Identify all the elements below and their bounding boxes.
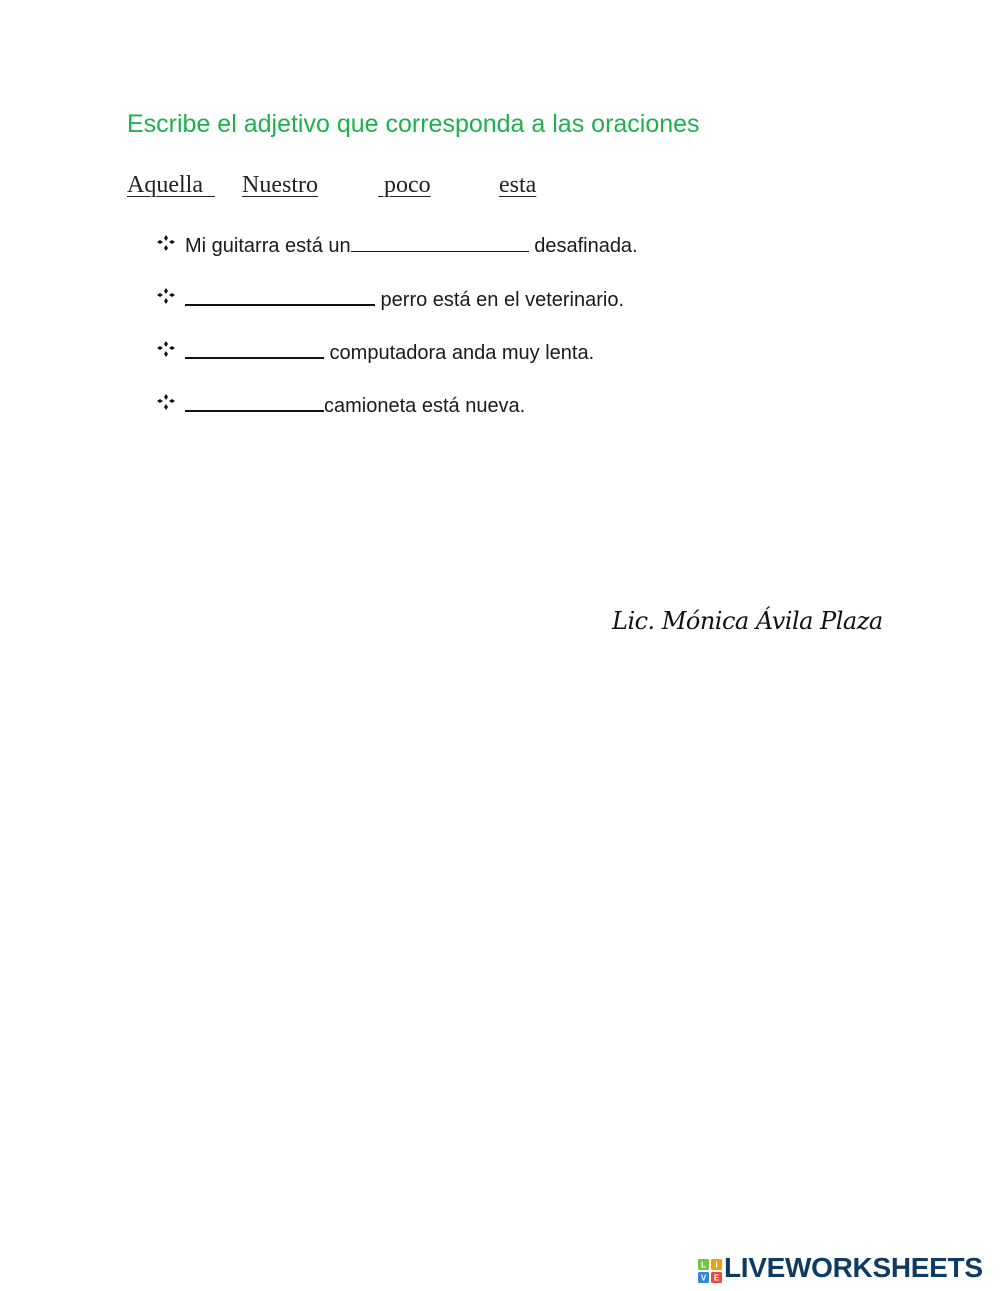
sentence-after: computadora anda muy lenta.	[324, 342, 595, 364]
sentence-text	[185, 335, 594, 367]
sentence-after: perro está en el veterinario.	[375, 289, 625, 311]
answer-blank[interactable]	[185, 335, 324, 359]
logo-mark-letter: I	[715, 1260, 718, 1270]
word-bank-item: poco	[378, 172, 431, 198]
sentence-text	[185, 388, 525, 420]
liveworksheets-logo[interactable]	[698, 1252, 998, 1286]
diamond-bullet-icon	[157, 335, 177, 363]
sentence-after: desafinada.	[528, 235, 638, 257]
word-bank-item: Nuestro	[242, 172, 318, 198]
diamond-bullet-icon	[157, 229, 177, 257]
liveworksheets-logo-icon	[698, 1259, 722, 1283]
logo-mark-letter: L	[701, 1260, 706, 1270]
diamond-bullet-icon	[157, 388, 177, 416]
teacher-signature: Lic. Mónica Ávila Plaza	[612, 607, 883, 635]
word-bank	[0, 172, 1000, 204]
answer-blank[interactable]	[185, 282, 375, 306]
word-bank-item: Aquella	[127, 172, 215, 198]
sentence-after: camioneta está nueva.	[324, 395, 526, 417]
logo-mark-letter: E	[713, 1273, 720, 1283]
logo-mark-letter: V	[700, 1273, 707, 1283]
answer-blank[interactable]	[351, 229, 529, 252]
sentence-text	[185, 229, 638, 260]
diamond-bullet-icon	[157, 282, 177, 310]
answer-blank[interactable]	[185, 388, 324, 412]
worksheet-title: Escribe el adjetivo que corresponda a las oraciones	[127, 110, 700, 138]
word-bank-item: esta	[499, 172, 537, 198]
sentence-text	[185, 282, 624, 314]
sentence-before: Mi guitarra está un	[185, 235, 351, 257]
logo-text: LIVEWORKSHEETS	[724, 1252, 983, 1283]
